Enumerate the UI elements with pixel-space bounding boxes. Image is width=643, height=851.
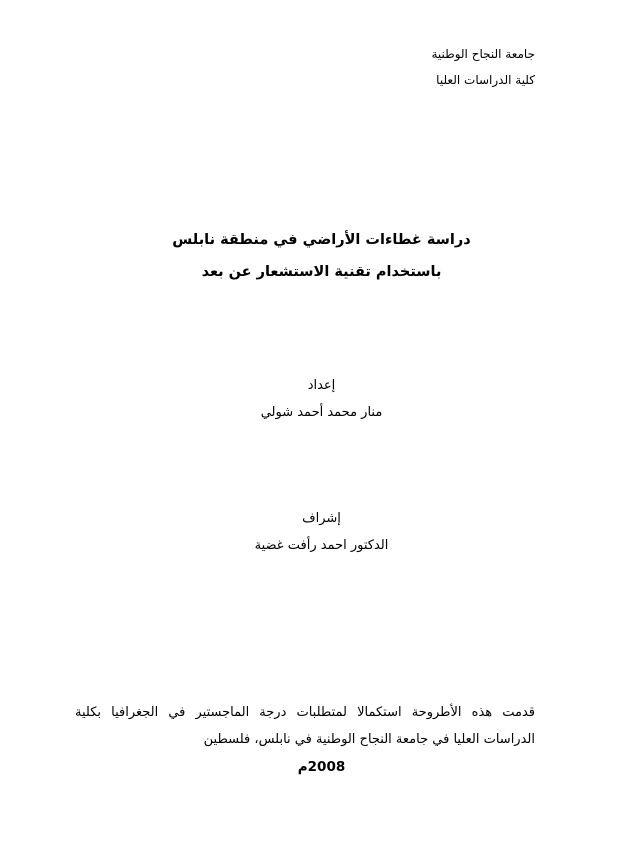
university-name: جامعة النجاح الوطنية <box>431 47 535 61</box>
submission-year: 2008م <box>297 759 346 775</box>
faculty-name: كلية الدراسات العليا <box>436 73 535 87</box>
supervision-label: إشراف <box>302 511 341 526</box>
submission-statement-line-2: الدراسات العليا في جامعة النجاح الوطنية في نابلس، فلسطين <box>203 732 535 747</box>
thesis-title-line-1: دراسة غطاءات الأراضي في منطقة نابلس <box>172 232 471 248</box>
submission-statement-line-1: قدمت هذه الأطروحة استكمالا لمتطلبات درجة الماجستير في الجغرافيا بكلية <box>75 705 535 720</box>
supervisor-name: الدكتور احمد رأفت غضية <box>254 538 389 553</box>
author-name: منار محمد أحمد شولي <box>260 405 383 420</box>
prepared-by-label: إعداد <box>307 378 336 393</box>
thesis-title-line-2: باستخدام تقنية الاستشعار عن بعد <box>201 264 442 280</box>
